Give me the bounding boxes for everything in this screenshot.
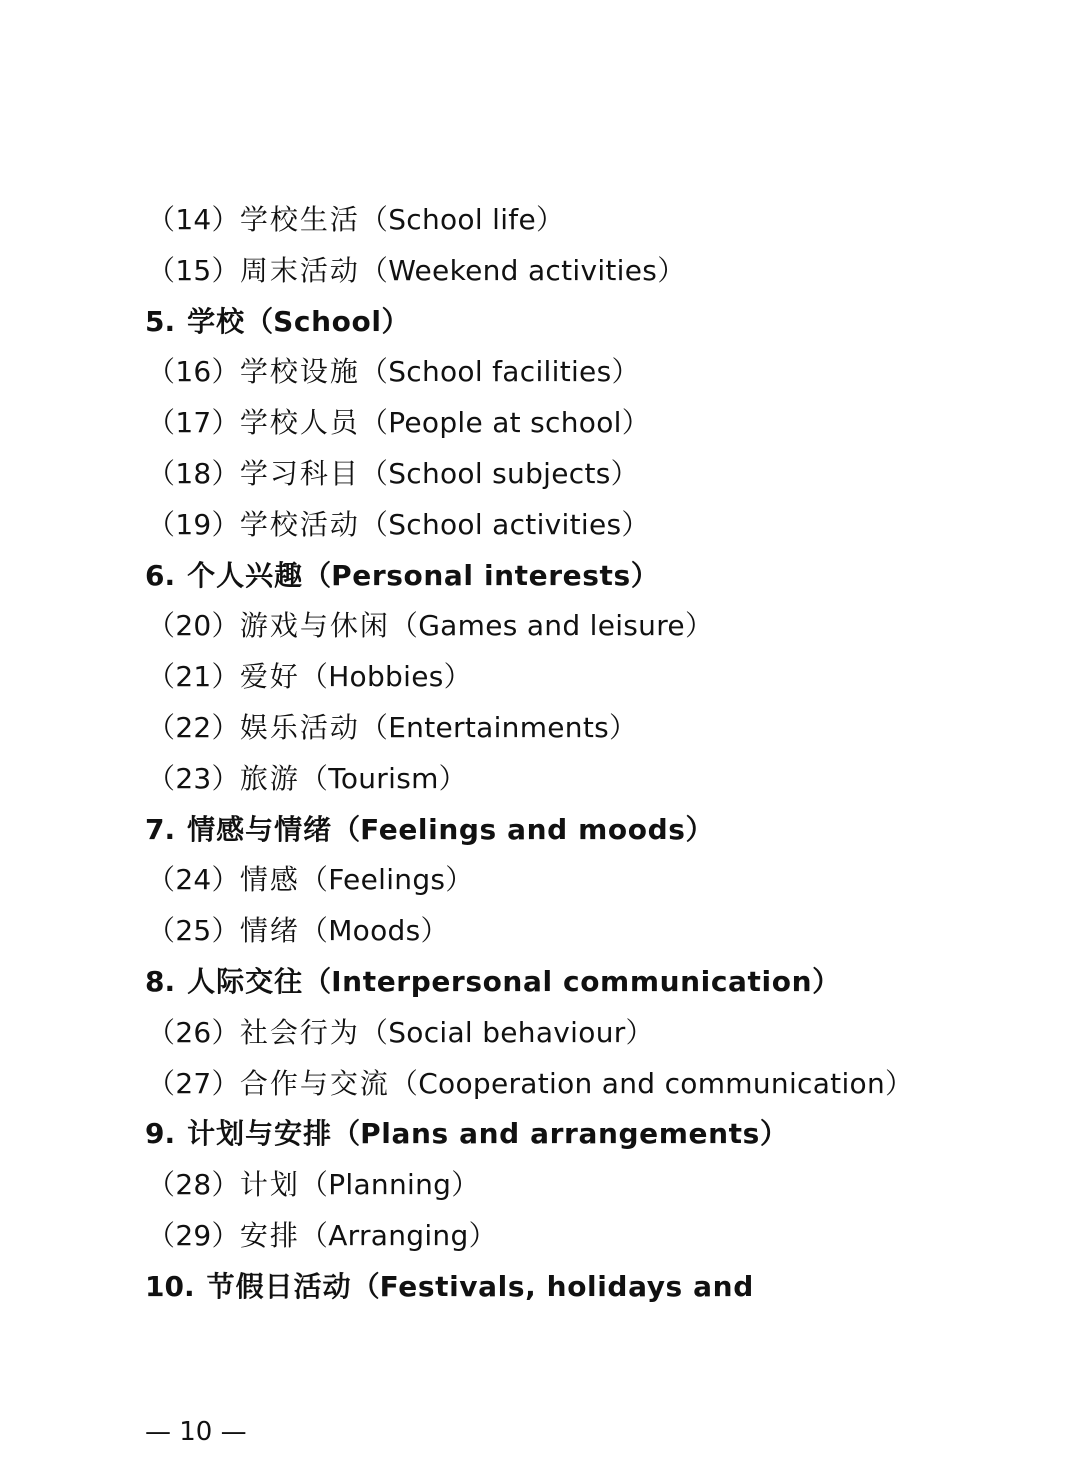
section-heading: 8. 人际交往（Interpersonal communication） (145, 964, 841, 998)
page-number: — 10 — (145, 1417, 247, 1447)
heading-english: Festivals, holidays and (379, 1269, 754, 1303)
subsection-item: （29）安排（Arranging） (147, 1218, 497, 1252)
item-english: Cooperation and communication (418, 1066, 886, 1100)
item-number: 18 (175, 456, 212, 490)
subsection-item: （23）旅游（Tourism） (147, 761, 467, 795)
item-chinese: 学校生活 (239, 203, 360, 236)
item-english: Hobbies (328, 660, 444, 694)
item-english: Tourism (328, 761, 439, 795)
subsection-item: （27）合作与交流（Cooperation and communication） (147, 1066, 914, 1100)
heading-chinese: 计划与安排 (187, 1117, 333, 1151)
item-english: Entertainments (388, 710, 610, 744)
section-heading: 9. 计划与安排（Plans and arrangements） (145, 1117, 788, 1151)
item-number: 28 (175, 1168, 212, 1202)
subsection-item: （25）情绪（Moods） (147, 914, 449, 948)
heading-chinese: 个人兴趣 (187, 558, 304, 592)
subsection-item: （14）学校生活（School life） (147, 203, 565, 236)
item-number: 19 (175, 507, 212, 541)
item-english: School facilities (388, 355, 612, 389)
heading-english: Plans and arrangements (360, 1117, 760, 1151)
item-english: Planning (328, 1168, 452, 1202)
item-chinese: 学校人员 (239, 406, 360, 440)
heading-number: 7. (145, 812, 176, 846)
heading-number: 10. (145, 1269, 195, 1303)
heading-number: 9. (145, 1117, 176, 1151)
item-chinese: 社会行为 (239, 1015, 360, 1049)
section-heading: 5. 学校（School） (145, 304, 410, 338)
item-number: 20 (175, 609, 212, 643)
subsection-item: （18）学习科目（School subjects） (147, 456, 639, 490)
subsection-item: （28）计划（Planning） (147, 1168, 480, 1202)
heading-english: Interpersonal communication (331, 964, 813, 998)
item-chinese: 情感 (239, 863, 300, 897)
item-english: People at school (388, 406, 622, 440)
item-chinese: 周末活动 (239, 253, 360, 287)
item-chinese: 学习科目 (239, 456, 360, 490)
item-chinese: 合作与交流 (239, 1066, 390, 1100)
section-heading: 6. 个人兴趣（Personal interests） (145, 558, 659, 592)
item-english: Feelings (328, 863, 446, 897)
item-chinese: 游戏与休闲 (239, 609, 390, 643)
heading-english: School (273, 304, 382, 338)
subsection-item: （17）学校人员（People at school） (147, 406, 651, 440)
subsection-item: （24）情感（Feelings） (147, 863, 474, 897)
document-body (145, 195, 1045, 1313)
subsection-item: （16）学校设施（School facilities） (147, 355, 640, 389)
section-heading: 7. 情感与情绪（Feelings and moods） (145, 812, 714, 846)
item-number: 24 (175, 863, 212, 897)
item-number: 15 (175, 253, 212, 287)
item-english: Moods (328, 914, 421, 948)
item-english: Social behaviour (388, 1015, 626, 1049)
item-chinese: 娱乐活动 (239, 710, 360, 744)
item-number: 17 (175, 406, 212, 440)
item-english: School life (388, 203, 536, 236)
item-chinese: 安排 (239, 1218, 300, 1252)
item-number: 29 (175, 1218, 212, 1252)
heading-number: 5. (145, 304, 176, 338)
item-number: 21 (175, 660, 212, 694)
heading-number: 8. (145, 964, 176, 998)
heading-chinese: 情感与情绪 (187, 812, 333, 846)
heading-number: 6. (145, 558, 176, 592)
heading-english: Feelings and moods (360, 812, 686, 846)
item-chinese: 学校活动 (239, 507, 360, 541)
subsection-item: （20）游戏与休闲（Games and leisure） (147, 609, 714, 643)
heading-chinese: 节假日活动 (206, 1269, 352, 1303)
heading-english: Personal interests (331, 558, 631, 592)
item-english: School subjects (388, 456, 611, 490)
item-chinese: 旅游 (239, 761, 300, 795)
item-english: Weekend activities (388, 253, 658, 287)
heading-chinese: 人际交往 (187, 964, 304, 998)
item-english: School activities (388, 507, 622, 541)
item-number: 14 (175, 203, 212, 236)
subsection-item: （21）爱好（Hobbies） (147, 660, 472, 694)
item-number: 22 (175, 710, 212, 744)
item-chinese: 计划 (239, 1168, 300, 1202)
subsection-item: （19）学校活动（School activities） (147, 507, 650, 541)
item-number: 27 (175, 1066, 212, 1100)
section-heading: 10. 节假日活动（Festivals, holidays and (145, 1269, 754, 1303)
item-chinese: 学校设施 (239, 355, 360, 389)
heading-chinese: 学校 (187, 304, 246, 338)
item-english: Arranging (328, 1218, 469, 1252)
subsection-item: （26）社会行为（Social behaviour） (147, 1015, 654, 1049)
item-chinese: 爱好 (239, 660, 300, 694)
item-english: Games and leisure (418, 609, 685, 643)
item-number: 23 (175, 761, 212, 795)
item-number: 26 (175, 1015, 212, 1049)
subsection-item: （22）娱乐活动（Entertainments） (147, 710, 638, 744)
item-number: 25 (175, 914, 212, 948)
subsection-item: （15）周末活动（Weekend activities） (147, 253, 686, 287)
item-chinese: 情绪 (239, 914, 300, 948)
item-number: 16 (175, 355, 212, 389)
